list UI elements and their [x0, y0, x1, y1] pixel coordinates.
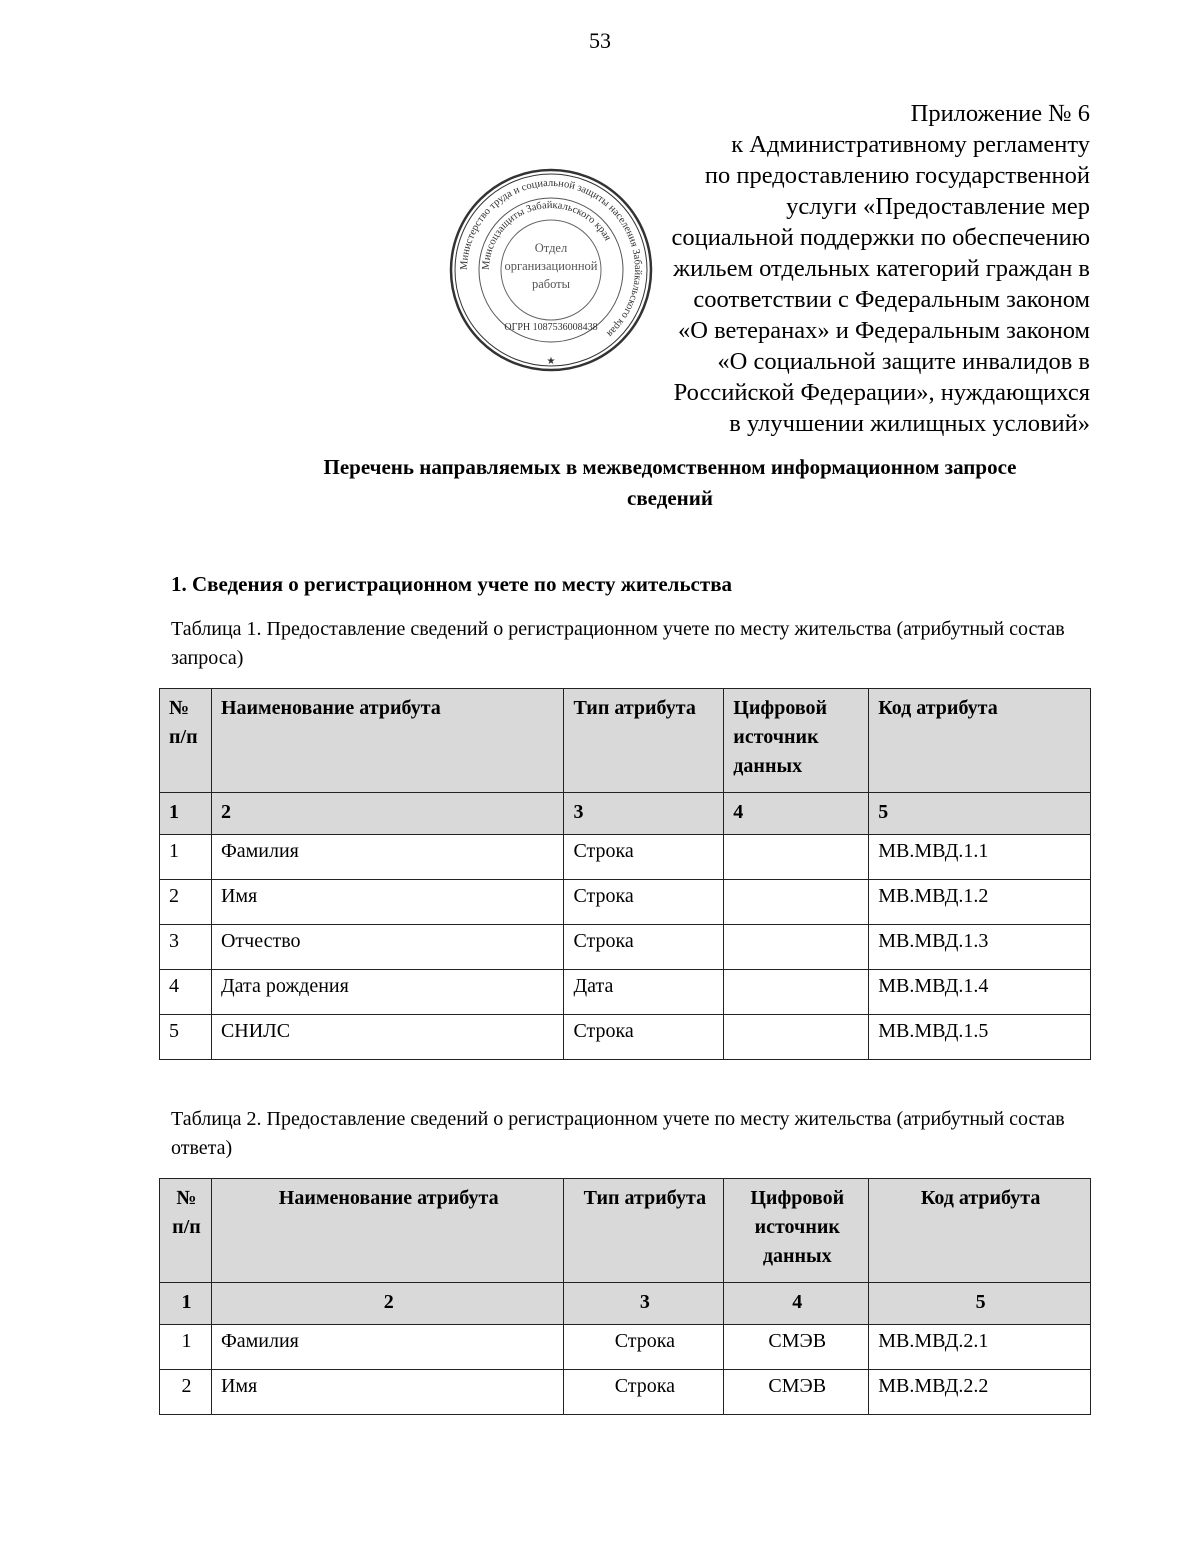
table-cell: 2 — [160, 1370, 212, 1415]
stamp-center-line-1: Отдел — [534, 241, 568, 255]
table-cell: СМЭВ — [724, 1370, 869, 1415]
table-cell — [724, 1015, 869, 1060]
appendix-line: Приложение № 6 — [910, 100, 1090, 127]
column-number-cell: 5 — [869, 1283, 1091, 1325]
column-number-cell: 2 — [211, 793, 564, 835]
table-row — [160, 880, 1091, 925]
column-number-cell: 1 — [160, 1283, 212, 1325]
stamp-inner-text: Минсоцзащиты Забайкальского края — [480, 199, 614, 271]
appendix-line: к Административному регламенту — [731, 131, 1090, 158]
table-cell: МВ.МВД.1.3 — [869, 925, 1091, 970]
stamp-ogrn: ОГРН 1087536008438 — [504, 322, 598, 333]
table-cell — [724, 880, 869, 925]
header-cell: Цифровой источник данных — [724, 1179, 869, 1283]
appendix-reference — [630, 98, 1090, 439]
stamp-center-line-2: организационной — [504, 259, 598, 273]
table-row — [160, 1325, 1091, 1370]
table-header-row — [160, 1179, 1091, 1283]
header-cell: Цифровой источник данных — [724, 689, 869, 793]
table-cell: Строка — [564, 835, 724, 880]
column-number-cell: 2 — [211, 1283, 564, 1325]
table-row — [160, 1015, 1091, 1060]
stamp-star-icon: ★ — [546, 356, 556, 367]
column-number-cell: 3 — [564, 1283, 724, 1325]
table-cell: СМЭВ — [724, 1325, 869, 1370]
appendix-line: по предоставлению государственной — [704, 162, 1090, 189]
table-cell: Строка — [564, 925, 724, 970]
column-number-cell: 5 — [869, 793, 1091, 835]
table-header-row — [160, 689, 1091, 793]
header-cell: Наименование атрибута — [211, 1179, 564, 1283]
table-cell: МВ.МВД.2.2 — [869, 1370, 1091, 1415]
header-cell: Код атрибута — [869, 689, 1091, 793]
header-cell: № п/п — [160, 1179, 212, 1283]
table-cell: 1 — [160, 835, 212, 880]
table-cell — [724, 970, 869, 1015]
appendix-line: жильем отдельных категорий граждан в — [673, 255, 1090, 282]
appendix-line: «О ветеранах» и Федеральным законом — [678, 317, 1090, 344]
table-2-caption: Таблица 2. Предоставление сведений о регистрационном учете по месту жительства (атрибутный состав ответа) — [171, 1108, 1065, 1159]
table-cell: 5 — [160, 1015, 212, 1060]
table-cell: 4 — [160, 970, 212, 1015]
appendix-line: в улучшении жилищных условий» — [729, 410, 1090, 437]
header-cell: Наименование атрибута — [211, 689, 564, 793]
header-cell: Тип атрибута — [564, 1179, 724, 1283]
stamp-outer-text: Министерство труда и социальной защиты населения Забайкальского края — [458, 177, 644, 339]
column-number-cell: 4 — [724, 1283, 869, 1325]
table-cell — [724, 835, 869, 880]
document-title-line-1: Перечень направляемых в межведомственном информационном запросе — [323, 455, 1017, 479]
table-cell: Дата — [564, 970, 724, 1015]
document-title-line-2: сведений — [627, 486, 713, 510]
table-cell: Имя — [211, 1370, 564, 1415]
table-cell: 2 — [160, 880, 212, 925]
header-cell: № п/п — [160, 689, 212, 793]
table-1-caption: Таблица 1. Предоставление сведений о регистрационном учете по месту жительства (атрибутный состав запроса) — [171, 618, 1065, 669]
section-heading: 1. Сведения о регистрационном учете по месту жительства — [171, 572, 733, 596]
table-cell: Отчество — [211, 925, 564, 970]
table-row — [160, 835, 1091, 880]
table-cell: МВ.МВД.2.1 — [869, 1325, 1091, 1370]
table-row — [160, 1370, 1091, 1415]
table-cell: Строка — [564, 1325, 724, 1370]
table-cell: МВ.МВД.1.1 — [869, 835, 1091, 880]
document-title — [160, 452, 1180, 514]
column-number-row — [160, 1283, 1091, 1325]
column-number-row — [160, 793, 1091, 835]
table-row — [160, 970, 1091, 1015]
appendix-line: услуги «Предоставление мер — [786, 193, 1090, 220]
table-cell: СНИЛС — [211, 1015, 564, 1060]
header-cell: Код атрибута — [869, 1179, 1091, 1283]
table-cell: МВ.МВД.1.5 — [869, 1015, 1091, 1060]
appendix-line: социальной поддержки по обеспечению — [671, 224, 1090, 251]
table-cell: Строка — [564, 880, 724, 925]
header-cell: Тип атрибута — [564, 689, 724, 793]
table-cell: Фамилия — [211, 1325, 564, 1370]
column-number-cell: 1 — [160, 793, 212, 835]
appendix-line: Российской Федерации», нуждающихся — [673, 379, 1090, 406]
stamp-center-line-3: работы — [531, 277, 571, 291]
official-stamp — [447, 166, 655, 374]
appendix-line: соответствии с Федеральным законом — [693, 286, 1090, 313]
table-2 — [159, 1178, 1091, 1415]
table-cell: 1 — [160, 1325, 212, 1370]
table-cell: Имя — [211, 880, 564, 925]
table-cell: Строка — [564, 1015, 724, 1060]
table-cell: 3 — [160, 925, 212, 970]
table-cell: МВ.МВД.1.4 — [869, 970, 1091, 1015]
table-cell: Фамилия — [211, 835, 564, 880]
table-cell: Строка — [564, 1370, 724, 1415]
table-cell: МВ.МВД.1.2 — [869, 880, 1091, 925]
table-cell: Дата рождения — [211, 970, 564, 1015]
table-row — [160, 925, 1091, 970]
column-number-cell: 3 — [564, 793, 724, 835]
table-cell — [724, 925, 869, 970]
column-number-cell: 4 — [724, 793, 869, 835]
table-1 — [159, 688, 1091, 1060]
appendix-line: «О социальной защите инвалидов в — [717, 348, 1090, 375]
page-number: 53 — [589, 28, 611, 53]
